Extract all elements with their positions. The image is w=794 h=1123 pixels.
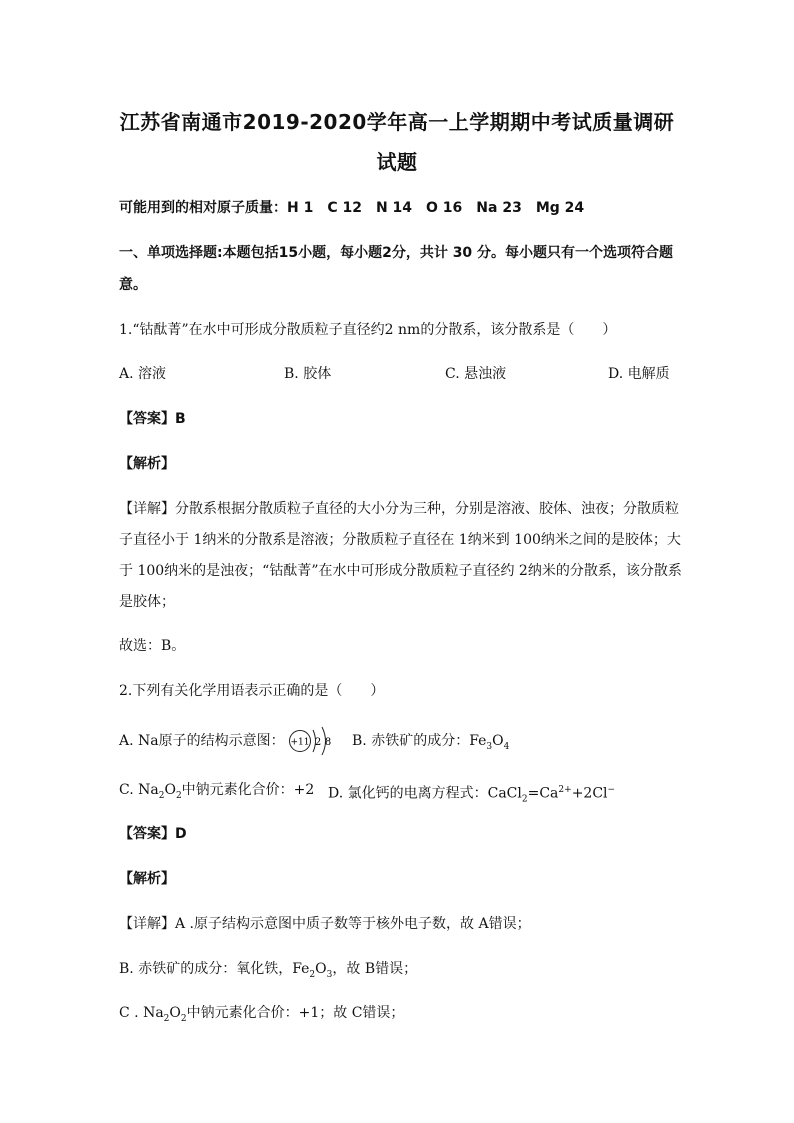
q1-option-b: B. 胶体 xyxy=(284,366,332,382)
sodium-atom-diagram xyxy=(287,724,343,758)
q2-option-d-mid: =Ca xyxy=(527,785,559,802)
q1-option-d: D. 电解质 xyxy=(608,366,670,382)
q2-detail-a: 【详解】A .原子结构示意图中质子数等于核外电子数，故 A错误； xyxy=(119,916,531,932)
q2-option-a xyxy=(119,728,345,754)
q2-analysis-label: 【解析】 xyxy=(119,871,175,887)
q1-detail-line4: 是胶体； xyxy=(119,594,175,610)
q2-option-d-sup1: 2+ xyxy=(558,785,572,795)
q2-detail-b-suffix: ，故 B错误； xyxy=(332,961,418,977)
q2-option-b-sub2: 4 xyxy=(503,741,510,752)
q2-option-c-sub2: 2 xyxy=(175,790,182,801)
atom-shell-2-count: 8 xyxy=(324,737,331,748)
q2-option-d-sub: 2 xyxy=(521,794,528,805)
q1-stem: 1.“钴酞菁”在水中可形成分散质粒子直径约2 nm的分散系，该分散系是（ ） xyxy=(119,322,617,338)
q2-option-c-sub1: 2 xyxy=(158,790,165,801)
q2-stem: 2.下列有关化学用语表示正确的是（ ） xyxy=(119,683,385,699)
q2-detail-c-sub2: 2 xyxy=(180,1013,187,1024)
q2-detail-b-mid: O xyxy=(315,961,327,977)
q2-option-c xyxy=(119,780,314,806)
exam-title-line2: 试题 xyxy=(376,150,418,174)
q2-option-c-mid: O xyxy=(164,782,176,798)
q2-option-a-text: A. Na原子的结构示意图： xyxy=(119,733,285,749)
q2-option-b-sub1: 3 xyxy=(486,741,493,752)
q1-analysis-label: 【解析】 xyxy=(119,456,175,472)
q2-answer: 【答案】D xyxy=(119,826,187,842)
section-heading-line1: 一、单项选择题:本题包括15小题，每小题2分，共计 30 分。每小题只有一个选项符合题 xyxy=(119,245,674,261)
q2-option-b-prefix: B. 赤铁矿的成分：Fe xyxy=(352,733,487,749)
atom-nucleus-label: +11 xyxy=(290,737,310,748)
q2-detail-b-sub1: 2 xyxy=(309,969,316,980)
q2-option-c-suffix: 中钠元素化合价：+2 xyxy=(181,782,315,798)
q2-detail-c-prefix: C . Na xyxy=(119,1005,164,1021)
q1-detail-line1: 【详解】分散系根据分散质粒子直径的大小分为三种，分别是溶液、胶体、浊夜；分散质粒 xyxy=(119,501,679,517)
q2-option-d xyxy=(328,780,615,809)
q2-detail-b-prefix: B. 赤铁矿的成分：氧化铁，Fe xyxy=(119,961,310,977)
atom-shell-1-count: 2 xyxy=(314,737,321,748)
q1-option-c: C. 悬浊液 xyxy=(445,366,507,382)
q2-option-b-mid: O xyxy=(492,733,504,749)
section-heading-line2: 意。 xyxy=(119,277,147,293)
atomic-masses: 可能用到的相对原子质量：H 1 C 12 N 14 O 16 Na 23 Mg 24 xyxy=(119,200,585,216)
q2-detail-c-suffix: 中钠元素化合价：+1；故 C错误； xyxy=(186,1005,405,1021)
q2-option-c-prefix: C. Na xyxy=(119,782,159,798)
q2-option-d-prefix: D. 氯化钙的电离方程式：CaCl xyxy=(328,785,522,802)
q2-option-b xyxy=(352,731,509,757)
q2-detail-c-mid: O xyxy=(169,1005,181,1021)
q2-option-d-tail: +2Cl xyxy=(571,785,608,802)
q2-detail-c-sub1: 2 xyxy=(163,1013,170,1024)
q1-option-a: A. 溶液 xyxy=(119,366,167,382)
q1-answer: 【答案】B xyxy=(119,411,186,427)
q1-detail-line3: 于 100纳米的是浊夜；“钴酞菁”在水中可形成分散质粒子直径约 2纳米的分散系，该分散系 xyxy=(119,563,682,579)
exam-title-line1: 江苏省南通市2019-2020学年高一上学期期中考试质量调研 xyxy=(119,110,675,134)
q2-option-d-sup2: − xyxy=(607,785,616,795)
q2-detail-b-sub2: 3 xyxy=(326,969,333,980)
q1-detail-line2: 子直径小于 1纳米的分散系是溶液；分散质粒子直径在 1纳米到 100纳米之间的是胶体；大 xyxy=(119,532,681,548)
q2-detail-b xyxy=(119,959,417,985)
q1-conclusion: 故选：B。 xyxy=(119,638,186,654)
q2-detail-c xyxy=(119,1003,404,1029)
